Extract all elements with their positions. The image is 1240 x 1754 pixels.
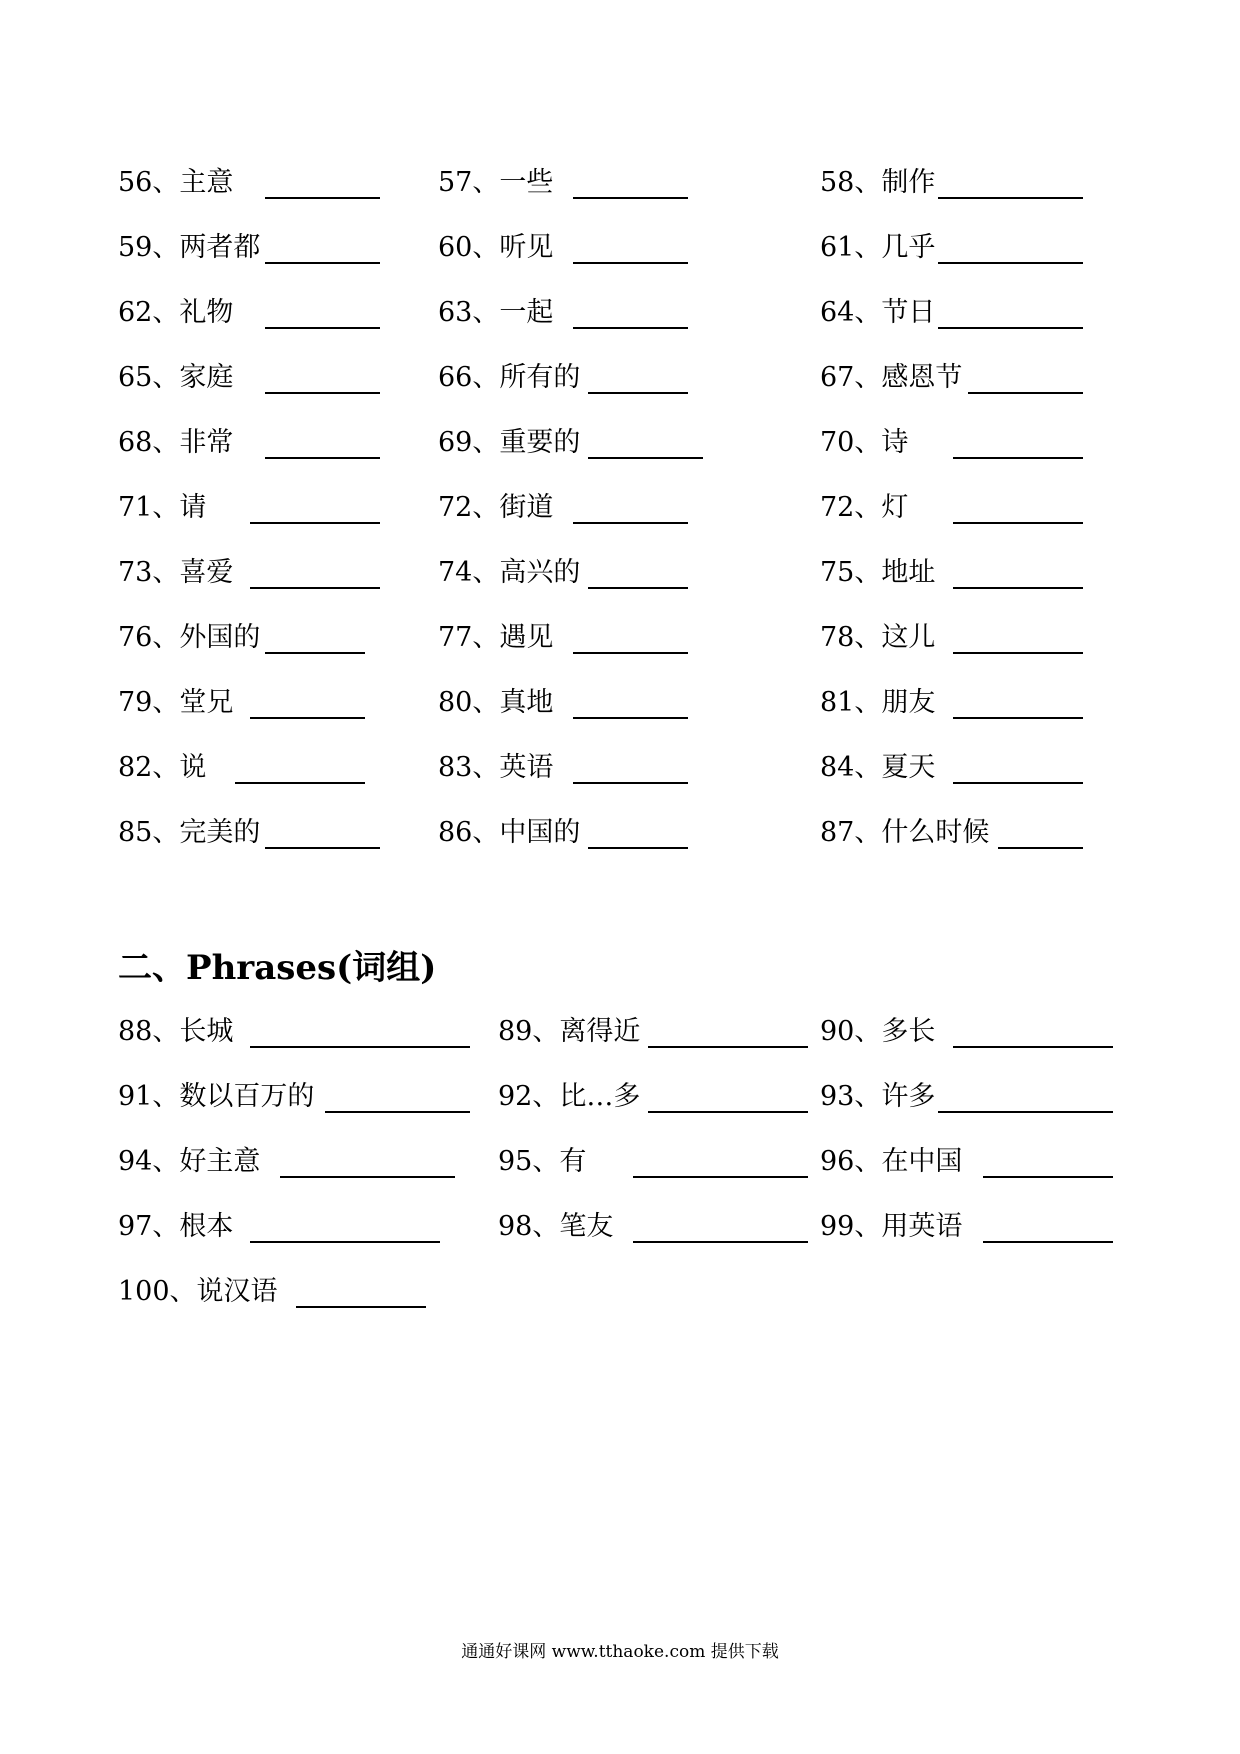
item-number: 65、 — [118, 362, 180, 393]
phrase-item — [498, 1207, 613, 1247]
answer-blank[interactable] — [953, 717, 1083, 719]
item-number: 85、 — [118, 817, 180, 848]
answer-blank[interactable] — [573, 782, 688, 784]
vocab-item — [118, 618, 260, 658]
vocab-row-6 — [0, 488, 1240, 528]
item-number: 60、 — [438, 232, 500, 263]
item-word: 遇见 — [499, 622, 554, 653]
item-word: 笔友 — [559, 1211, 614, 1242]
item-word: 英语 — [499, 752, 554, 783]
vocab-item — [438, 228, 553, 268]
phrase-row-1 — [0, 1012, 1240, 1052]
answer-blank[interactable] — [250, 717, 365, 719]
vocab-item — [820, 228, 935, 268]
answer-blank[interactable] — [588, 587, 688, 589]
item-number: 66、 — [438, 362, 500, 393]
item-word: 用英语 — [881, 1211, 963, 1242]
item-number: 74、 — [438, 557, 500, 588]
vocab-row-9 — [0, 683, 1240, 723]
item-word: 所有的 — [499, 362, 581, 393]
item-number: 61、 — [820, 232, 882, 263]
item-number: 70、 — [820, 427, 882, 458]
phrase-item — [118, 1012, 233, 1052]
item-word: 高兴的 — [499, 557, 581, 588]
item-word: 夏天 — [881, 752, 936, 783]
phrase-item — [498, 1142, 586, 1182]
phrase-item — [820, 1142, 962, 1182]
section-title: 二、Phrases(词组) — [118, 948, 437, 988]
phrase-item — [820, 1207, 962, 1247]
phrase-item — [498, 1012, 640, 1052]
vocab-item — [820, 423, 908, 463]
answer-blank[interactable] — [633, 1241, 808, 1243]
vocab-item — [820, 618, 935, 658]
answer-blank[interactable] — [953, 652, 1083, 654]
item-word: 外国的 — [179, 622, 261, 653]
answer-blank[interactable] — [235, 782, 365, 784]
item-word: 感恩节 — [881, 362, 963, 393]
item-number: 75、 — [820, 557, 882, 588]
item-number: 95、 — [498, 1146, 560, 1177]
answer-blank[interactable] — [648, 1111, 808, 1113]
answer-blank[interactable] — [265, 847, 380, 849]
item-word: 节日 — [881, 297, 936, 328]
answer-blank[interactable] — [265, 652, 365, 654]
item-word: 非常 — [179, 427, 234, 458]
vocab-item — [820, 813, 989, 853]
vocab-item — [820, 488, 908, 528]
vocab-item — [438, 683, 553, 723]
vocab-item — [438, 163, 553, 203]
item-number: 100、 — [118, 1276, 197, 1307]
vocab-item — [438, 358, 580, 398]
vocab-row-10 — [0, 748, 1240, 788]
item-number: 67、 — [820, 362, 882, 393]
answer-blank[interactable] — [588, 847, 688, 849]
phrase-item — [118, 1077, 314, 1117]
item-number: 93、 — [820, 1081, 882, 1112]
answer-blank[interactable] — [588, 392, 688, 394]
item-word: 堂兄 — [179, 687, 234, 718]
item-number: 88、 — [118, 1016, 180, 1047]
item-word: 重要的 — [499, 427, 581, 458]
answer-blank[interactable] — [573, 197, 688, 199]
item-word: 好主意 — [179, 1146, 261, 1177]
item-word: 离得近 — [559, 1016, 641, 1047]
item-number: 72、 — [820, 492, 882, 523]
answer-blank[interactable] — [296, 1306, 426, 1308]
answer-blank[interactable] — [938, 327, 1083, 329]
item-word: 两者都 — [179, 232, 261, 263]
answer-blank[interactable] — [265, 457, 380, 459]
item-word: 主意 — [179, 167, 234, 198]
vocab-item — [118, 358, 233, 398]
vocab-item — [118, 813, 260, 853]
answer-blank[interactable] — [968, 392, 1083, 394]
phrase-item — [498, 1077, 640, 1117]
item-word: 一些 — [499, 167, 554, 198]
answer-blank[interactable] — [250, 522, 380, 524]
item-word: 说汉语 — [196, 1276, 278, 1307]
vocab-row-11 — [0, 813, 1240, 853]
vocab-item — [118, 163, 233, 203]
answer-blank[interactable] — [265, 327, 380, 329]
item-number: 57、 — [438, 167, 500, 198]
item-word: 制作 — [881, 167, 936, 198]
item-word: 多长 — [881, 1016, 936, 1047]
answer-blank[interactable] — [983, 1176, 1113, 1178]
item-word: 礼物 — [179, 297, 234, 328]
vocab-item — [118, 423, 233, 463]
answer-blank[interactable] — [265, 262, 380, 264]
item-word: 在中国 — [881, 1146, 963, 1177]
item-number: 68、 — [118, 427, 180, 458]
item-number: 86、 — [438, 817, 500, 848]
item-number: 80、 — [438, 687, 500, 718]
answer-blank[interactable] — [953, 457, 1083, 459]
answer-blank[interactable] — [953, 522, 1083, 524]
vocab-row-7 — [0, 553, 1240, 593]
answer-blank[interactable] — [280, 1176, 455, 1178]
vocab-item — [438, 293, 553, 333]
vocab-item — [820, 683, 935, 723]
item-word: 这儿 — [881, 622, 936, 653]
vocab-item — [118, 683, 233, 723]
vocab-item — [820, 163, 935, 203]
phrase-row-2 — [0, 1077, 1240, 1117]
answer-blank[interactable] — [938, 1111, 1113, 1113]
vocab-row-2 — [0, 228, 1240, 268]
vocab-item — [820, 748, 935, 788]
item-number: 58、 — [820, 167, 882, 198]
phrase-item — [820, 1012, 935, 1052]
item-word: 说 — [179, 752, 207, 783]
item-number: 94、 — [118, 1146, 180, 1177]
item-word: 中国的 — [499, 817, 581, 848]
item-number: 91、 — [118, 1081, 180, 1112]
item-word: 许多 — [881, 1081, 936, 1112]
item-number: 71、 — [118, 492, 180, 523]
vocab-item — [438, 618, 553, 658]
answer-blank[interactable] — [573, 262, 688, 264]
item-number: 90、 — [820, 1016, 882, 1047]
item-word: 数以百万的 — [179, 1081, 315, 1112]
answer-blank[interactable] — [573, 327, 688, 329]
item-word: 街道 — [499, 492, 554, 523]
vocab-item — [118, 488, 206, 528]
vocab-row-4 — [0, 358, 1240, 398]
item-word: 比…多 — [559, 1081, 641, 1112]
item-word: 家庭 — [179, 362, 234, 393]
item-number: 69、 — [438, 427, 500, 458]
answer-blank[interactable] — [573, 717, 688, 719]
item-word: 灯 — [881, 492, 909, 523]
vocab-item — [438, 813, 580, 853]
item-number: 87、 — [820, 817, 882, 848]
item-number: 97、 — [118, 1211, 180, 1242]
item-word: 喜爱 — [179, 557, 234, 588]
answer-blank[interactable] — [573, 652, 688, 654]
item-word: 完美的 — [179, 817, 261, 848]
vocab-item — [820, 293, 935, 333]
item-word: 根本 — [179, 1211, 234, 1242]
item-word: 什么时候 — [881, 817, 990, 848]
answer-blank[interactable] — [953, 782, 1083, 784]
item-number: 64、 — [820, 297, 882, 328]
vocab-row-5 — [0, 423, 1240, 463]
item-word: 长城 — [179, 1016, 234, 1047]
item-word: 一起 — [499, 297, 554, 328]
item-word: 诗 — [881, 427, 909, 458]
answer-blank[interactable] — [265, 392, 380, 394]
answer-blank[interactable] — [998, 847, 1083, 849]
phrase-item — [118, 1272, 278, 1312]
vocab-item — [118, 748, 206, 788]
item-number: 56、 — [118, 167, 180, 198]
item-number: 81、 — [820, 687, 882, 718]
item-word: 真地 — [499, 687, 554, 718]
item-word: 请 — [179, 492, 207, 523]
answer-blank[interactable] — [938, 197, 1083, 199]
vocab-item — [118, 293, 233, 333]
item-number: 63、 — [438, 297, 500, 328]
item-number: 89、 — [498, 1016, 560, 1047]
vocab-item — [118, 553, 233, 593]
item-word: 有 — [559, 1146, 587, 1177]
answer-blank[interactable] — [648, 1046, 808, 1048]
phrase-item — [820, 1077, 935, 1117]
vocab-row-8 — [0, 618, 1240, 658]
item-word: 朋友 — [881, 687, 936, 718]
item-number: 59、 — [118, 232, 180, 263]
vocab-item — [820, 553, 935, 593]
item-number: 73、 — [118, 557, 180, 588]
vocab-item — [438, 553, 580, 593]
answer-blank[interactable] — [325, 1111, 470, 1113]
item-word: 地址 — [881, 557, 936, 588]
vocab-row-3 — [0, 293, 1240, 333]
phrase-row-3 — [0, 1142, 1240, 1182]
item-number: 72、 — [438, 492, 500, 523]
answer-blank[interactable] — [250, 1046, 470, 1048]
answer-blank[interactable] — [250, 1241, 440, 1243]
vocab-row-1 — [0, 163, 1240, 203]
phrase-row-5 — [0, 1272, 1240, 1312]
vocab-item — [820, 358, 962, 398]
item-number: 83、 — [438, 752, 500, 783]
item-number: 62、 — [118, 297, 180, 328]
vocab-item — [438, 423, 580, 463]
item-number: 98、 — [498, 1211, 560, 1242]
item-number: 99、 — [820, 1211, 882, 1242]
item-number: 82、 — [118, 752, 180, 783]
item-number: 79、 — [118, 687, 180, 718]
page-footer: 通通好课网 www.tthaoke.com 提供下载 — [461, 1642, 779, 1662]
vocab-item — [438, 488, 553, 528]
answer-blank[interactable] — [953, 1046, 1113, 1048]
answer-blank[interactable] — [250, 587, 380, 589]
item-number: 78、 — [820, 622, 882, 653]
answer-blank[interactable] — [983, 1241, 1113, 1243]
vocab-item — [438, 748, 553, 788]
phrase-item — [118, 1207, 233, 1247]
answer-blank[interactable] — [588, 457, 703, 459]
item-number: 92、 — [498, 1081, 560, 1112]
item-word: 几乎 — [881, 232, 936, 263]
item-number: 77、 — [438, 622, 500, 653]
phrase-item — [118, 1142, 260, 1182]
item-word: 听见 — [499, 232, 554, 263]
answer-blank[interactable] — [938, 262, 1083, 264]
item-number: 96、 — [820, 1146, 882, 1177]
phrase-row-4 — [0, 1207, 1240, 1247]
answer-blank[interactable] — [265, 197, 380, 199]
item-number: 84、 — [820, 752, 882, 783]
answer-blank[interactable] — [573, 522, 688, 524]
vocab-item — [118, 228, 260, 268]
answer-blank[interactable] — [633, 1176, 808, 1178]
item-number: 76、 — [118, 622, 180, 653]
answer-blank[interactable] — [953, 587, 1083, 589]
